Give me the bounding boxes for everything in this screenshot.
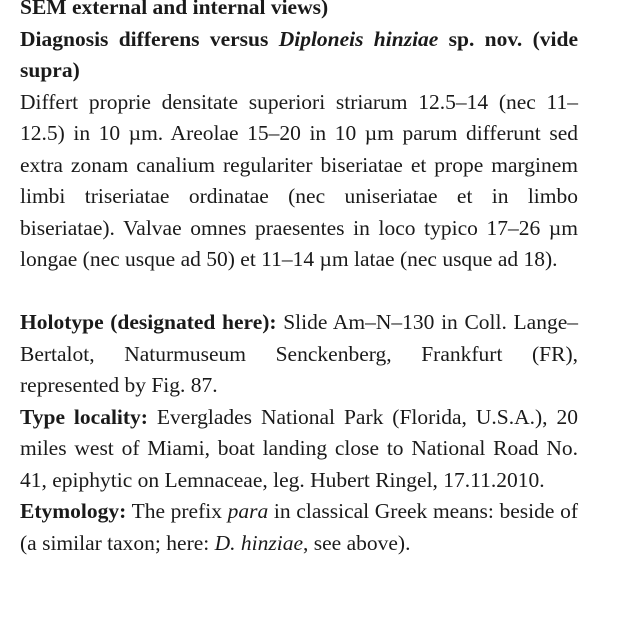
- diagnosis-paragraph: Differt proprie densitate superiori striarum 12.5–14 (nec 11–12.5) in 10 µm. Areolae 15–20 in 10 µm parum differunt sed extra zonam canalium regulariter biseriatae et prope marginem limbi triseriatae ordinatae (nec uniseriatae et in limbo biseriatae). Valvae omnes praesentes in loco typico 17–26 µm longae (nec usque ad 50) et 11–14 µm latae (nec usque ad 18).: [20, 89, 578, 271]
- text-column: [20, 0, 578, 559]
- diagnosis-heading-taxon: Diploneis hinziae: [278, 26, 439, 51]
- etymology-text-post: , see above).: [303, 530, 411, 555]
- etymology-paragraph: [20, 496, 578, 559]
- holotype-paragraph: [20, 307, 578, 402]
- type-locality-label: Type locality:: [20, 404, 148, 429]
- type-locality-paragraph: [20, 402, 578, 497]
- type-locality-text: Everglades National Park (Florida, U.S.A.), 20 miles west of Miami, boat landing close to National Road No. 41, epiphytic on Lemnaceae, leg. Hubert Ringel, 17.11.2010.: [20, 404, 578, 492]
- section-heading-continued: SEM external and internal views): [20, 0, 329, 19]
- diagnosis-heading-pre: Diagnosis differens versus: [20, 26, 279, 51]
- etymology-label: Etymology:: [20, 499, 127, 523]
- etymology-prefix: para: [227, 499, 269, 523]
- etymology-text-pre: The prefix: [126, 499, 228, 523]
- holotype-label: Holotype (designated here):: [20, 310, 277, 334]
- etymology-taxon: D. hinziae: [214, 530, 304, 555]
- diagnosis-heading: [20, 24, 578, 87]
- paragraph-gap: [20, 276, 578, 308]
- etymology-text-mid: in classical Greek means: beside of (a similar taxon; here:: [20, 499, 578, 555]
- diagnosis-heading-post: sp. nov. (vide supra): [20, 26, 578, 82]
- holotype-text: Slide Am–N–130 in Coll. Lange–Bertalot, Naturmuseum Senckenberg, Frankfurt (FR), represented by Fig. 87.: [20, 310, 578, 397]
